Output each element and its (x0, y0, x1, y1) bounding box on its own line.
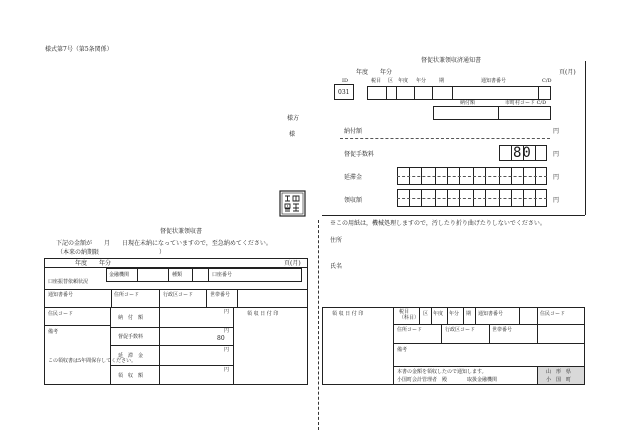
right-address-label: 住所 (330, 237, 343, 244)
fee-yen: 円 (553, 151, 560, 158)
left-admin-code-label: 行政区コード (163, 292, 194, 298)
right-page-label: 頁(月) (559, 69, 576, 76)
ku-label: 区 (388, 78, 394, 84)
machine-notice: ※この用紙は，機械処理しますので，汚したり折り曲げたりしないでください。 (330, 220, 546, 227)
account-label: 口座番号 (212, 272, 233, 278)
right-household-label: 世帯番号 (492, 327, 513, 333)
municipal-code-label: 市町村コード C/D (505, 100, 547, 106)
right-nenbun-label: 年分 (449, 311, 460, 317)
received-yen: 円 (553, 197, 560, 204)
right-fiscal-label: 年分 (380, 69, 393, 76)
left-title: 督促状兼領収書 (160, 228, 203, 235)
fee-value-digits: 80 (513, 145, 532, 161)
left-fiscal-label: 年分 (99, 260, 112, 267)
right-nendo-label: 年度 (433, 311, 444, 317)
left-remarks-label: 備考 (48, 329, 59, 335)
overdue-message: 下記の金額が 月 日現在未納になっていますので，至急納めてください。 (56, 240, 272, 247)
type-label: 種類 (172, 272, 183, 278)
left-page-label: 頁(月) (284, 260, 301, 267)
id-value: 031 (338, 89, 350, 96)
code-row-box (367, 86, 551, 100)
nenbun-label: 年分 (416, 78, 427, 84)
cut-line (318, 220, 319, 430)
right-receipt-stamp-label: 領 収 日 付 印 (332, 311, 364, 317)
left-year-label: 年度 (75, 260, 88, 267)
left-payment-label: 納 付 額 (118, 315, 144, 321)
nendo-label: 年度 (398, 78, 409, 84)
prefecture-name: 山 形 県 (546, 369, 572, 375)
left-payment-yen: 円 (224, 309, 230, 315)
notice-number-label: 通知書番号 (481, 78, 507, 84)
left-fee-label: 督促手数料 (118, 334, 144, 340)
original-due-date: （本来の納期限 ） (57, 249, 166, 256)
left-notice-no-label: 通知書番号 (48, 292, 74, 298)
right-ku-label: 区 (423, 311, 429, 317)
cd-label: C/D (542, 78, 552, 84)
keep-note: この領収書は5年間保存してください。 (48, 358, 137, 364)
right-year-label: 年度 (356, 69, 369, 76)
received-label: 領収額 (344, 197, 363, 204)
town-name: 小 国 町 (546, 377, 572, 383)
right-period-label: 期 (466, 311, 472, 317)
left-late-label: 延 滞 金 (118, 353, 144, 359)
payment-yen: 円 (553, 128, 560, 135)
right-admin-code-label: 行政区コード (445, 327, 476, 333)
tax-item-label: 税目 (371, 78, 382, 84)
right-notice-no-label: 通知書番号 (478, 311, 504, 317)
payment-label: 納付額 (344, 128, 363, 135)
bank-row (106, 268, 302, 282)
ki-label: 期 (439, 78, 445, 84)
left-address-code-label: 住所コード (114, 292, 140, 298)
left-received-label: 領 収 額 (118, 373, 144, 379)
right-resident-code-label: 住民コード (540, 311, 566, 317)
form-number: 様式第7号（第5条関係） (45, 46, 113, 53)
bank-label: 金融機関 (109, 272, 130, 278)
right-remarks-label: 備考 (397, 347, 408, 353)
late-fee-yen: 円 (553, 174, 560, 181)
sama: 様 (289, 131, 296, 138)
right-address-code-label: 住所コード (397, 327, 423, 333)
right-note-line2: 小国町会計管理者 殿 取扱金融機関 (397, 377, 498, 383)
payment-code-box (433, 106, 551, 120)
sama-kata: 様方 (287, 115, 300, 122)
left-received-yen: 円 (224, 367, 230, 373)
official-seal-icon (279, 190, 306, 217)
right-title: 督促状兼領収済通知書 (421, 57, 482, 64)
left-fee-value: 80 (217, 335, 225, 342)
late-fee-label: 延滞金 (344, 174, 363, 181)
resident-code-label: 住民コード (48, 311, 74, 317)
id-label: ID (342, 78, 348, 84)
fee-label: 督促手数料 (344, 151, 375, 158)
left-receipt-stamp-label: 領 収 日 付 印 (247, 311, 279, 317)
left-household-label: 世帯番号 (210, 292, 231, 298)
right-tax-label: 税目 （科目） (399, 309, 420, 321)
left-late-yen: 円 (224, 347, 230, 353)
payment-label-top: 納付額 (460, 100, 476, 106)
transfer-status-label: 口座振替依頼状況 (48, 279, 89, 285)
right-name-label: 氏名 (330, 263, 343, 270)
right-note-line1: 本書の金額を領収したので通知します。 (397, 369, 487, 375)
left-fee-yen: 円 (224, 328, 230, 334)
